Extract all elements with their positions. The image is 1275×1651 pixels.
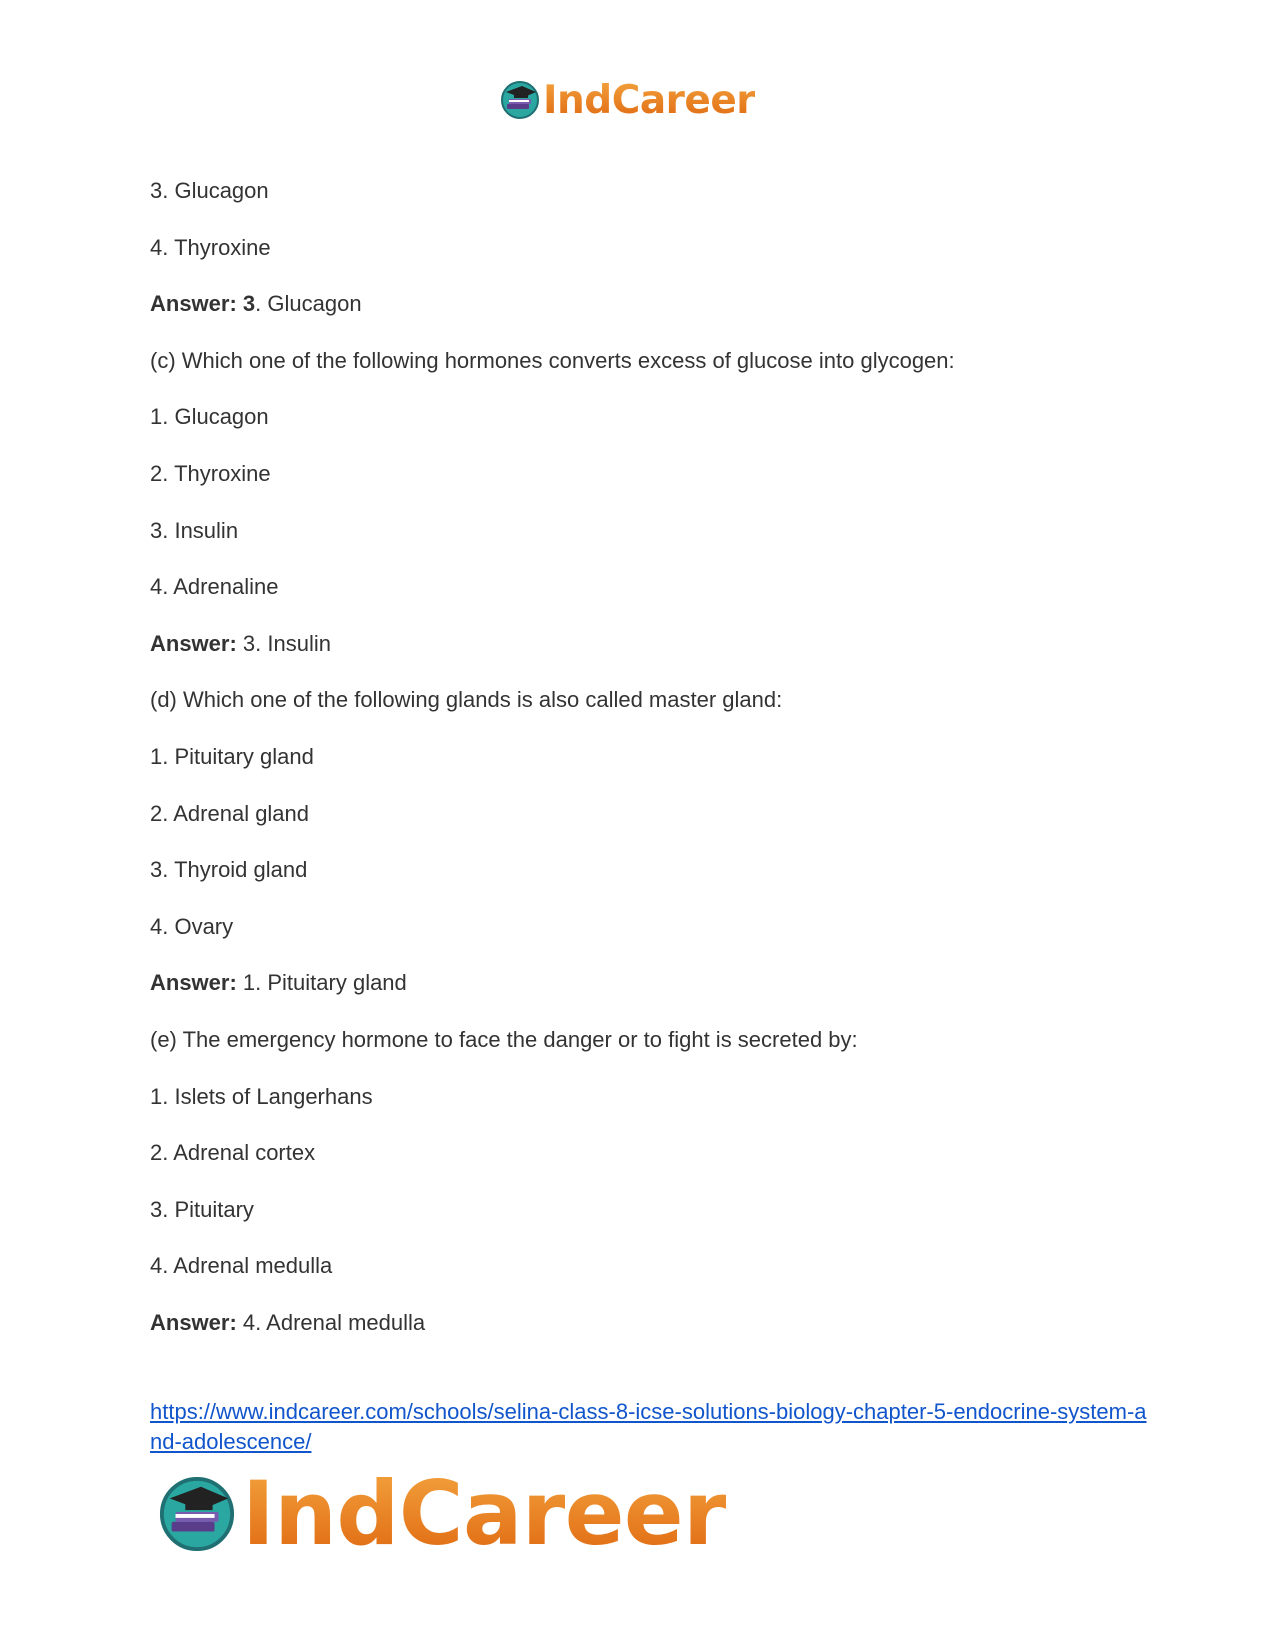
footer-logo (158, 1462, 727, 1565)
line-text: 4. Adrenal medulla (236, 1310, 426, 1335)
logo-wordmark: IndCareer (242, 1462, 727, 1565)
line-text: 3. Insulin (150, 518, 239, 543)
answer-label: Answer: 3 (150, 291, 256, 316)
answer-line (150, 631, 331, 657)
text-line (150, 574, 278, 600)
text-line (150, 744, 314, 770)
line-text: 1. Pituitary gland (150, 744, 314, 769)
header-logo (500, 77, 755, 123)
text-line (150, 687, 782, 713)
text-line (150, 461, 271, 487)
text-line (150, 914, 233, 940)
answer-line (150, 1310, 425, 1336)
line-text: (c) Which one of the following hormones converts excess of glucose into glycogen: (150, 348, 955, 373)
text-line (150, 1253, 332, 1279)
text-line (150, 348, 955, 374)
source-link[interactable]: https://www.indcareer.com/schools/selina-class-8-icse-solutions-biology-chapter-5-endocrine-system-and-adolescence/ (150, 1399, 1147, 1454)
answer-label: Answer: (150, 631, 237, 656)
text-line (150, 235, 271, 261)
line-text: 4. Adrenal medulla (150, 1253, 333, 1278)
text-line (150, 1197, 254, 1223)
answer-label: Answer: (150, 970, 237, 995)
answer-line (150, 970, 407, 996)
text-line (150, 857, 307, 883)
text-line (150, 404, 269, 430)
line-text: 2. Adrenal gland (150, 801, 310, 826)
answer-line (150, 291, 362, 317)
answer-label: Answer: (150, 1310, 237, 1335)
graduation-cap-books-icon (158, 1475, 236, 1553)
line-text: 4. Thyroxine (150, 235, 271, 260)
text-line (150, 518, 238, 544)
logo-wordmark: IndCareer (543, 77, 755, 123)
line-text: 3. Thyroid gland (150, 857, 308, 882)
text-line (150, 801, 309, 827)
line-text: . Glucagon (255, 291, 362, 316)
text-line (150, 178, 269, 204)
text-line (150, 1027, 858, 1053)
graduation-cap-books-icon (500, 80, 540, 120)
line-text: 3. Glucagon (150, 178, 269, 203)
line-text: 1. Pituitary gland (236, 970, 407, 995)
line-text: (d) Which one of the following glands is also called master gland: (150, 687, 783, 712)
line-text: 1. Islets of Langerhans (150, 1084, 373, 1109)
text-line (150, 1084, 373, 1110)
line-text: 3. Insulin (236, 631, 331, 656)
line-text: (e) The emergency hormone to face the danger or to fight is secreted by: (150, 1027, 858, 1052)
line-text: 3. Pituitary (150, 1197, 254, 1222)
line-text: 2. Adrenal cortex (150, 1140, 316, 1165)
line-text: 4. Adrenaline (150, 574, 279, 599)
text-line (150, 1140, 315, 1166)
line-text: 1. Glucagon (150, 404, 269, 429)
line-text: 2. Thyroxine (150, 461, 271, 486)
line-text: 4. Ovary (150, 914, 234, 939)
